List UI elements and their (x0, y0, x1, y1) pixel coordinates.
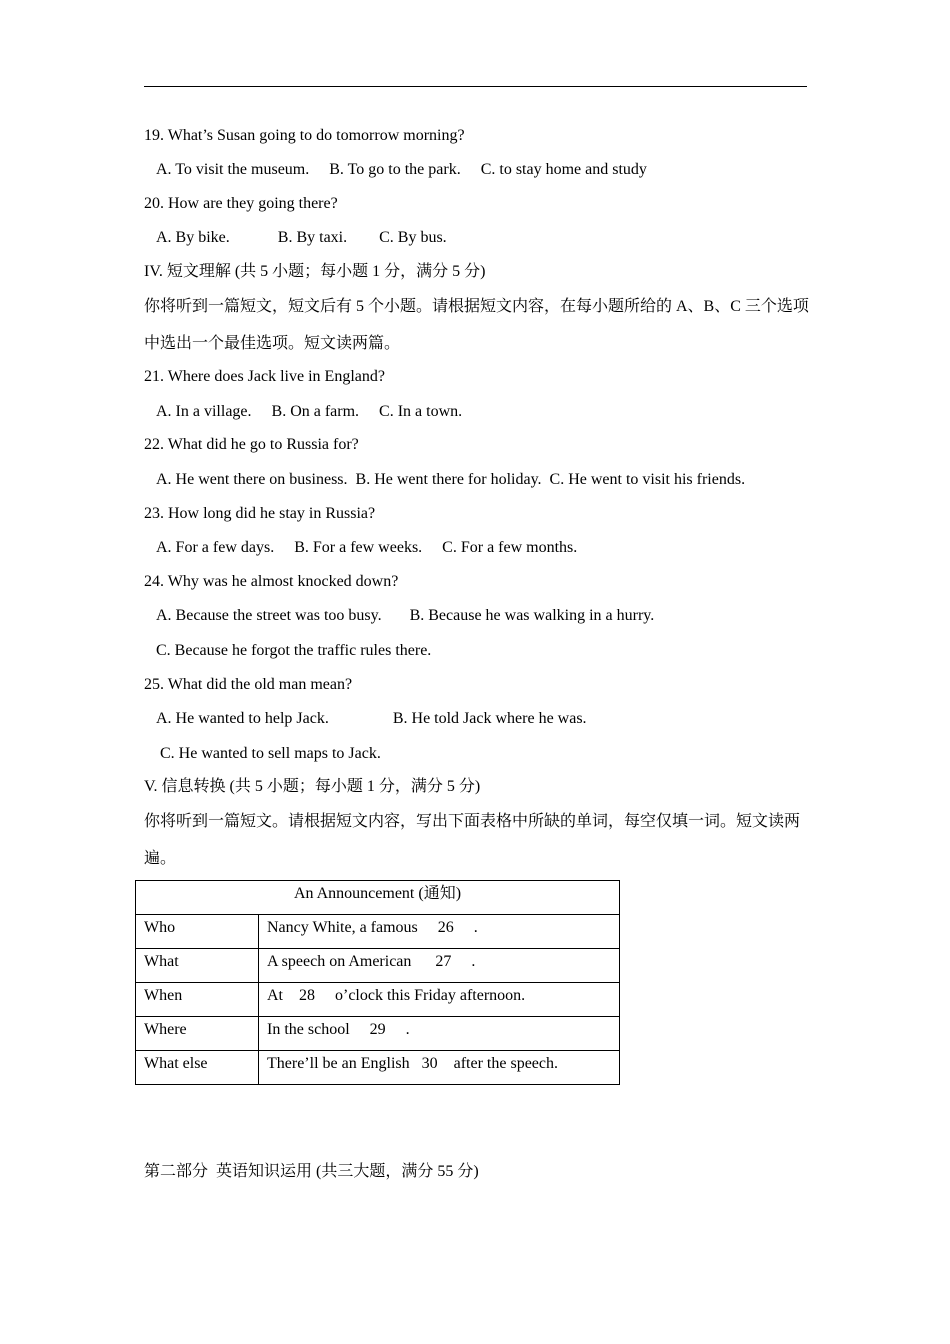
row-label: Where (136, 1017, 259, 1051)
table-row (136, 983, 620, 1017)
section-5-heading: V. 信息转换 (共 5 小题；每小题 1 分，满分 5 分) (144, 778, 481, 795)
row-label: Who (136, 915, 259, 949)
section-4-instruction: 你将听到一篇短文，短文后有 5 个小题。请根据短文内容，在每小题所给的 A、B、C 三个选项中选出一个最佳选项。短文读两篇。 (144, 298, 809, 352)
table-row (136, 949, 620, 983)
announcement-title: An Announcement (通知) (136, 881, 620, 915)
question-20-options: A. By bike. B. By taxi. C. By bus. (156, 229, 447, 246)
announcement-title-row (136, 881, 620, 915)
question-24-stem: 24. Why was he almost knocked down? (144, 573, 399, 590)
row-value: In the school 29 . (259, 1017, 620, 1051)
table-row (136, 1017, 620, 1051)
row-value: A speech on American 27 . (259, 949, 620, 983)
table-row (136, 915, 620, 949)
row-label: What else (136, 1051, 259, 1085)
question-25-options-ab: A. He wanted to help Jack. B. He told Jack where he was. (156, 710, 587, 727)
question-21-options: A. In a village. B. On a farm. C. In a town. (156, 403, 463, 420)
question-24-options-ab: A. Because the street was too busy. B. Because he was walking in a hurry. (156, 607, 655, 624)
row-label: When (136, 983, 259, 1017)
question-25-stem: 25. What did the old man mean? (144, 676, 353, 693)
question-23-options: A. For a few days. B. For a few weeks. C. For a few months. (156, 539, 578, 556)
question-19-stem: 19. What’s Susan going to do tomorrow morning? (144, 127, 465, 144)
question-24-option-c: C. Because he forgot the traffic rules there. (156, 642, 432, 659)
part-2-heading: 第二部分 英语知识运用 (共三大题，满分 55 分) (144, 1163, 479, 1180)
question-20-stem: 20. How are they going there? (144, 195, 338, 212)
row-value: Nancy White, a famous 26 . (259, 915, 620, 949)
question-22-stem: 22. What did he go to Russia for? (144, 436, 359, 453)
question-19-options: A. To visit the museum. B. To go to the park. C. to stay home and study (156, 161, 647, 178)
row-value: At 28 o’clock this Friday afternoon. (259, 983, 620, 1017)
row-label: What (136, 949, 259, 983)
table-row (136, 1051, 620, 1085)
announcement-table (135, 880, 620, 1085)
row-value: There’ll be an English 30 after the speech. (259, 1051, 620, 1085)
section-5-instruction: 你将听到一篇短文。请根据短文内容，写出下面表格中所缺的单词，每空仅填一词。短文读两遍。 (144, 813, 801, 867)
question-21-stem: 21. Where does Jack live in England? (144, 368, 385, 385)
question-25-option-c: C. He wanted to sell maps to Jack. (160, 745, 381, 762)
question-22-options: A. He went there on business. B. He went there for holiday. C. He went to visit his friends. (156, 471, 746, 488)
header-rule (144, 86, 807, 87)
question-23-stem: 23. How long did he stay in Russia? (144, 505, 376, 522)
section-4-heading: IV. 短文理解 (共 5 小题；每小题 1 分，满分 5 分) (144, 263, 486, 280)
